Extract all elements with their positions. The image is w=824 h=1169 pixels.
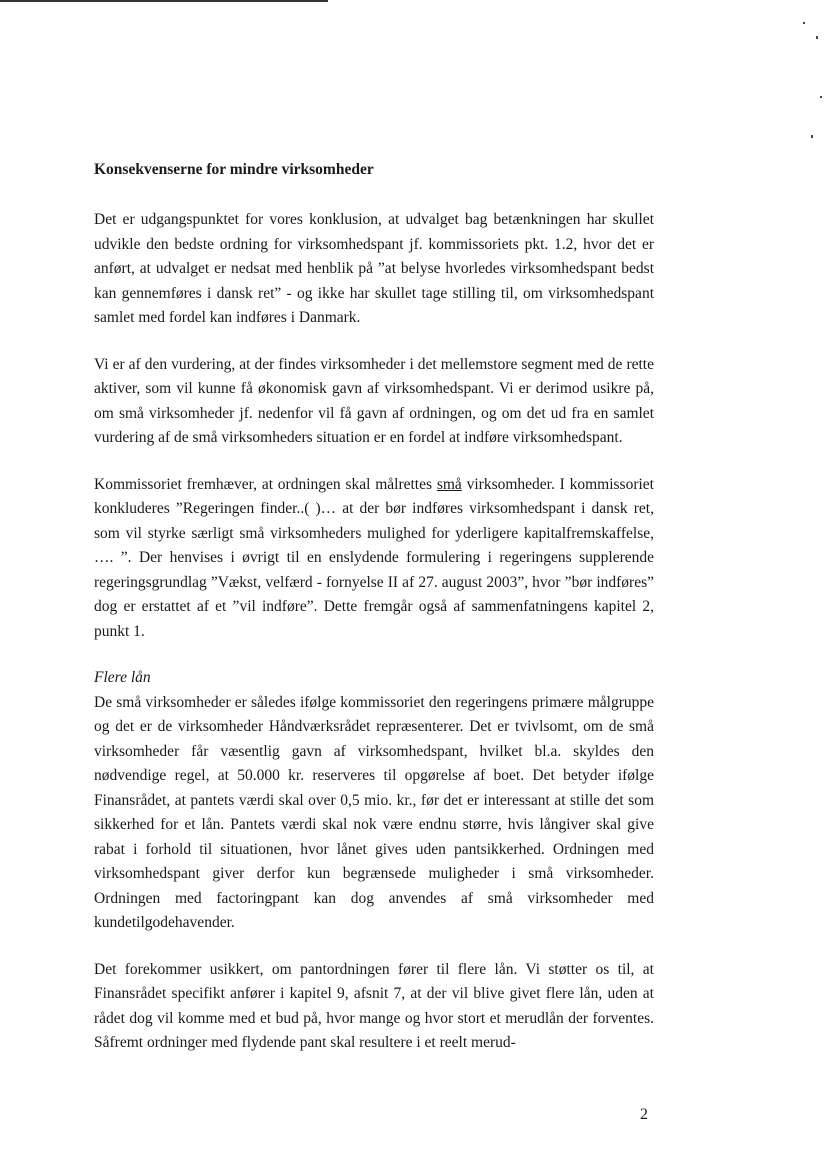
paragraph-3-rest: virksomheder. I kommissoriet konkluderes ”Regeringen finder..( )… at der bør indføres virksomhedspant i dansk ret, som vil styrke særligt små virksomheders mulighed for yderligere kapitalfremskaffelse, …. ”. Der henvises i øvrigt til en enslydende formulering i regeringens supplerende regeringsgrundlag ”Vækst, velfærd - fornyelse II af 27. august 2003”, hvor ”bør indføres” dog er erstattet af et ”vil indføre”. Dette fremgår også af sammenfatningens kapitel 2, punkt 1. [94, 475, 654, 640]
scan-speck [816, 36, 818, 39]
subheading-flere-laan: Flere lån [94, 669, 151, 686]
scan-speck [803, 22, 805, 24]
section-heading: Konsekvenserne for mindre virksomheder [94, 161, 374, 178]
paragraph-5: Det forekommer usikkert, om pantordningen fører til flere lån. Vi støtter os til, at Finansrådet specifikt anfører i kapitel 9, afsnit 7, at der vil blive givet flere lån, uden at rådet dog vil komme med et bud på, hvor mange og hvor stort et merudlån der forventes. Såfremt ordninger med flydende pant skal resultere i et reelt merud- [94, 960, 654, 1051]
paragraph-3-start: Kommissoriet fremhæver, at ordningen skal målrettes [94, 475, 437, 493]
paragraph-3 [94, 473, 654, 645]
paragraph-1: Det er udgangspunktet for vores konklusion, at udvalget bag betænkningen har skullet udvikle den bedste ordning for virksomhedspant jf. kommissoriets pkt. 1.2, hvor det er anført, at udvalget er nedsat med henblik på ”at belyse hvorledes virksomhedspant bedst kan gennemføres i dansk ret” - og ikke har skullet tage stilling til, om virksomhedspant samlet med fordel kan indføres i Danmark. [94, 211, 654, 326]
top-rule [0, 0, 328, 2]
document-page [94, 158, 654, 1056]
underlined-word: små [436, 475, 462, 493]
paragraph-2: Vi er af den vurdering, at der findes virksomheder i det mellemstore segment med de rette aktiver, som vil kunne få økonomisk gavn af virksomhedspant. Vi er derimod usikre på, om små virksomheder jf. nedenfor vil få gavn af ordningen, og om det ud fra en samlet vurdering af de små virksomheders situation er en fordel at indføre virksomhedspant. [94, 355, 654, 446]
page-number: 2 [640, 1106, 648, 1123]
paragraph-4: De små virksomheder er således ifølge kommissoriet den regeringens primære målgruppe og det er de virksomheder Håndværksrådet repræsenterer. Det er tvivlsomt, om de små virksomheder får væsentlig gavn af virksomhedspant, hvilket bl.a. skyldes den nødvendige regel, at 50.000 kr. reserveres til opgørelse af boet. Det betyder ifølge Finansrådet, at pantets værdi skal over 0,5 mio. kr., før det er interessant at stille det som sikkerhed for et lån. Pantets værdi skal nok være endnu større, hvis långiver skal give rabat i forhold til situationen, hvor lånet gives uden pantsikkerhed. Ordningen med virksomhedspant giver derfor kun begrænsede muligheder i små virksomheder. Ordningen med factoringpant kan dog anvendes af små virksomheder med kundetilgodehavender. [94, 693, 654, 931]
scan-speck [820, 96, 822, 98]
scan-speck [811, 135, 813, 138]
